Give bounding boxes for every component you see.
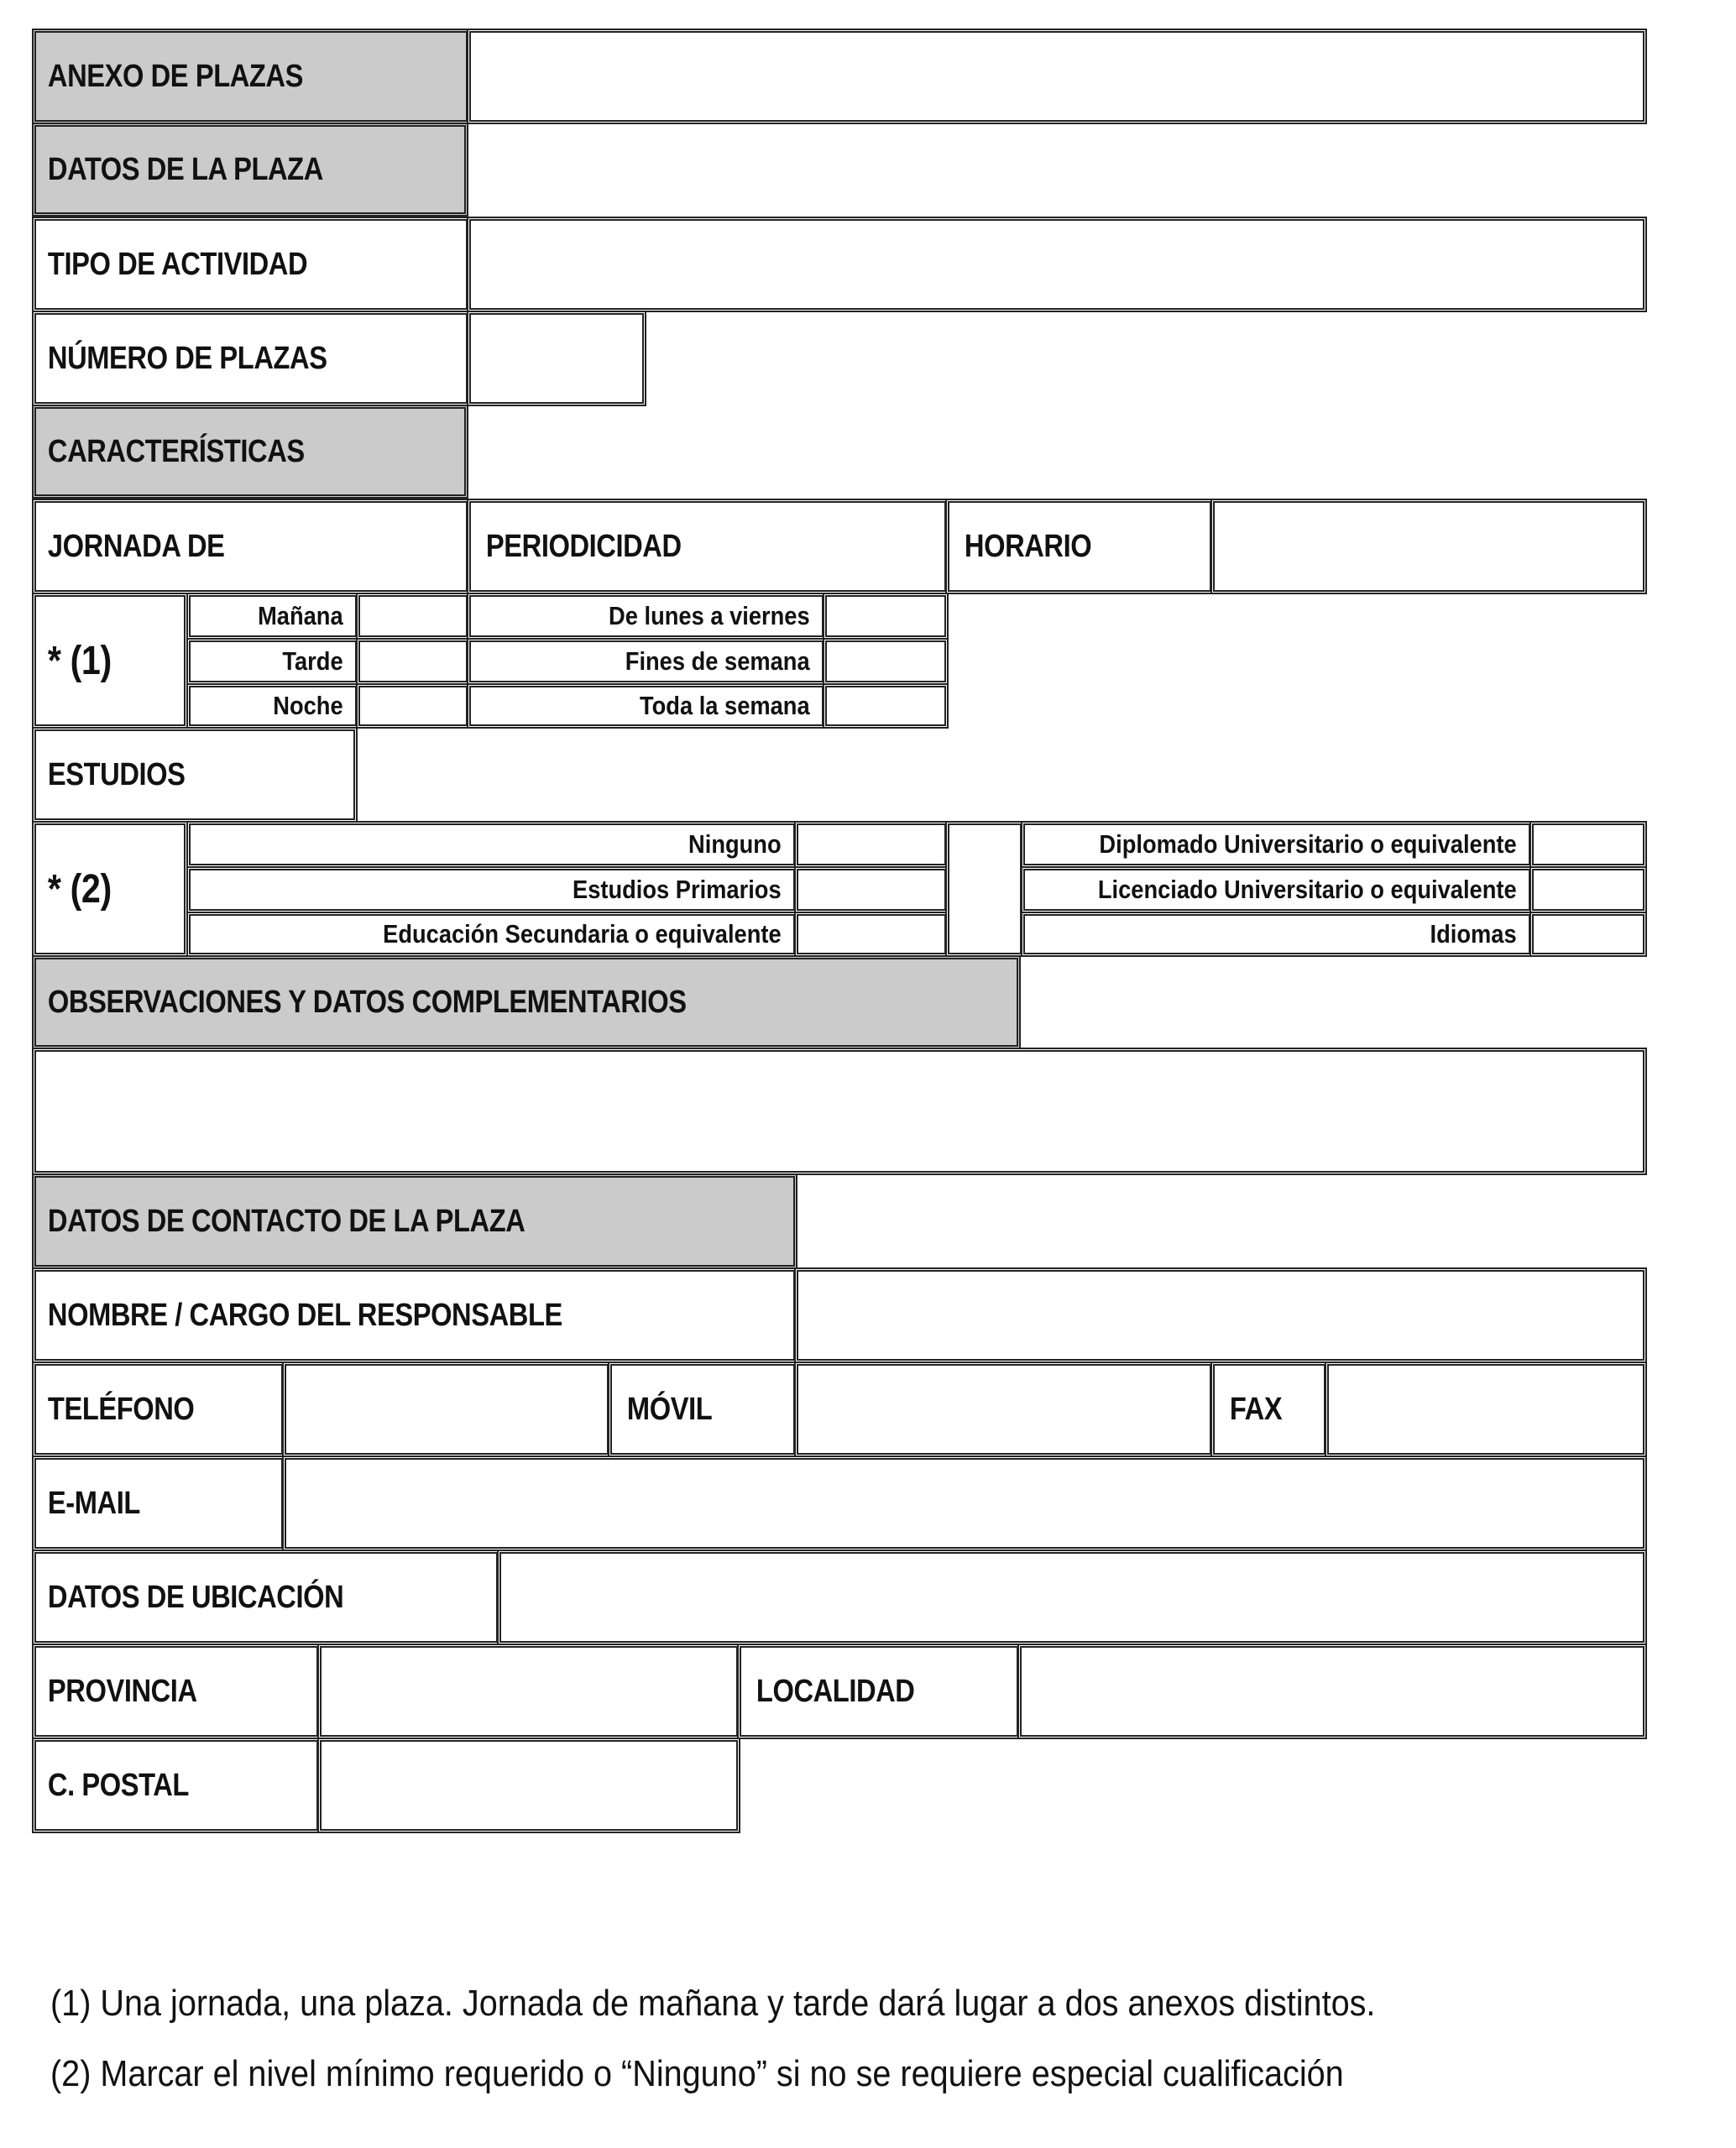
ubicacion-field[interactable] [497, 1550, 1647, 1645]
observaciones-field[interactable] [32, 1048, 1647, 1175]
diplomado-label: Diplomado Universitario o equivalente [1099, 829, 1517, 859]
noche-checkbox[interactable] [356, 683, 470, 729]
responsable-label: NOMBRE / CARGO DEL RESPONSABLE [47, 1297, 562, 1333]
manana-label: Mañana [258, 601, 343, 630]
anexo-field[interactable] [467, 29, 1647, 124]
provincia-label: PROVINCIA [47, 1673, 197, 1709]
movil-field[interactable] [794, 1361, 1214, 1457]
diplomado-checkbox[interactable] [1529, 821, 1647, 868]
horario-label: HORARIO [964, 528, 1092, 564]
primarios-label: Estudios Primarios [573, 875, 782, 904]
fax-field[interactable] [1325, 1361, 1647, 1457]
primarios-checkbox[interactable] [794, 866, 949, 913]
numero-plazas-label: NÚMERO DE PLAZAS [47, 340, 327, 376]
email-label: E-MAIL [47, 1485, 140, 1521]
telefono-label: TELÉFONO [47, 1391, 195, 1427]
estudios-spacer-cell [945, 821, 1024, 957]
horario-field[interactable] [1210, 499, 1647, 594]
ubicacion-label: DATOS DE UBICACIÓN [47, 1579, 344, 1615]
jornada-label: JORNADA DE [47, 528, 225, 564]
estudios-label: ESTUDIOS [47, 756, 186, 792]
footnote-1: (1) Una jornada, una plaza. Jornada de mañana y tarde dará lugar a dos anexos distintos. [50, 1983, 1376, 2024]
caracteristicas-label: CARACTERÍSTICAS [47, 433, 305, 469]
ref2-label: * (2) [47, 866, 112, 912]
toda-semana-checkbox[interactable] [823, 683, 949, 729]
email-field[interactable] [282, 1456, 1647, 1551]
tipo-actividad-label: TIPO DE ACTIVIDAD [47, 246, 308, 282]
localidad-field[interactable] [1017, 1644, 1647, 1739]
fines-semana-label: Fines de semana [625, 646, 810, 676]
fax-label: FAX [1229, 1391, 1283, 1427]
observaciones-label: OBSERVACIONES Y DATOS COMPLEMENTARIOS [47, 984, 687, 1020]
tarde-checkbox[interactable] [356, 638, 470, 685]
anexo-label: ANEXO DE PLAZAS [47, 58, 303, 94]
provincia-field[interactable] [317, 1644, 740, 1739]
licenciado-label: Licenciado Universitario o equivalente [1097, 875, 1517, 904]
ref1-label: * (1) [47, 638, 112, 683]
periodicidad-label: PERIODICIDAD [485, 528, 682, 564]
tarde-label: Tarde [282, 646, 343, 676]
manana-checkbox[interactable] [356, 593, 470, 640]
noche-label: Noche [273, 691, 343, 720]
licenciado-checkbox[interactable] [1529, 866, 1647, 913]
secundaria-label: Educación Secundaria o equivalente [383, 919, 782, 949]
lunes-viernes-checkbox[interactable] [823, 593, 949, 640]
telefono-field[interactable] [282, 1361, 611, 1457]
toda-semana-label: Toda la semana [639, 691, 810, 720]
fines-semana-checkbox[interactable] [823, 638, 949, 685]
ninguno-checkbox[interactable] [794, 821, 949, 868]
postal-label: C. POSTAL [47, 1767, 189, 1803]
lunes-viernes-label: De lunes a viernes [609, 601, 810, 630]
idiomas-label: Idiomas [1430, 919, 1517, 949]
tipo-actividad-field[interactable] [467, 217, 1647, 312]
idiomas-checkbox[interactable] [1529, 912, 1647, 957]
footnote-2: (2) Marcar el nivel mínimo requerido o “Ninguno” si no se requiere especial cualificación [50, 2053, 1344, 2094]
movil-label: MÓVIL [626, 1391, 713, 1427]
ninguno-label: Ninguno [688, 829, 782, 859]
localidad-label: LOCALIDAD [756, 1673, 915, 1709]
postal-field[interactable] [317, 1738, 740, 1833]
responsable-field[interactable] [794, 1267, 1647, 1363]
datos-plaza-label: DATOS DE LA PLAZA [47, 151, 323, 187]
contacto-label: DATOS DE CONTACTO DE LA PLAZA [47, 1203, 526, 1239]
secundaria-checkbox[interactable] [794, 912, 949, 957]
numero-plazas-field[interactable] [467, 311, 646, 406]
